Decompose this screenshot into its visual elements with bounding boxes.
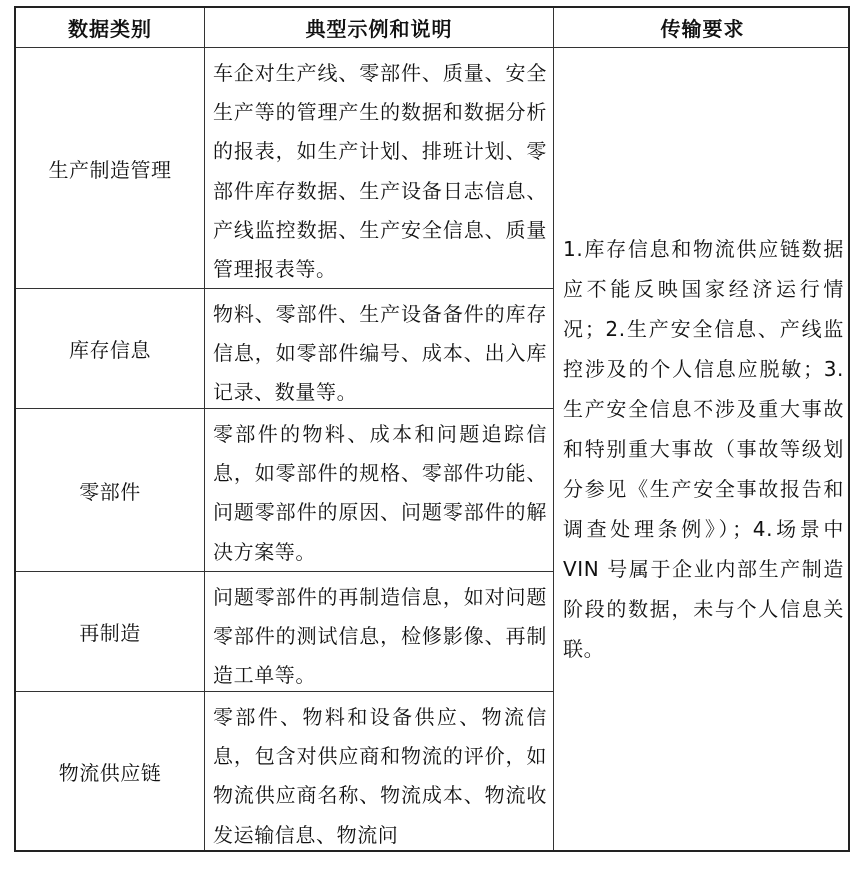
column-divider <box>553 8 554 850</box>
description-cell: 物料、零部件、生产设备备件的库存信息，如零部件编号、成本、出入库记录、数量等。 <box>213 302 547 405</box>
category-cell: 零部件 <box>79 479 141 504</box>
description-cell: 零部件、物料和设备供应、物流信息，包含对供应商和物流的评价，如物流供应商名称、物流成本、物流收发运输信息、物流问 <box>213 705 547 847</box>
requirements-text: 1.库存信息和物流供应链数据应不能反映国家经济运行情况；2.生产安全信息、产线监控涉及的个人信息应脱敏；3.生产安全信息不涉及重大事故和特别重大事故（事故等级划分参见《生产安全事故报告和调查处理条例》）；4.场景中 VIN 号属于企业内部生产制造阶段的数据，未与个人信息关联。 <box>563 237 844 661</box>
category-cell: 库存信息 <box>69 338 151 362</box>
category-cell: 再制造 <box>79 621 141 645</box>
category-cell: 生产制造管理 <box>48 157 172 182</box>
data-category-table <box>14 6 850 852</box>
requirements-cell <box>555 48 850 850</box>
category-cell: 物流供应链 <box>58 760 162 785</box>
header-requirements: 传输要求 <box>660 17 745 41</box>
header-examples: 典型示例和说明 <box>305 17 453 41</box>
description-cell: 车企对生产线、零部件、质量、安全生产等的管理产生的数据和数据分析的报表，如生产计划、排班计划、零部件库存数据、生产设备日志信息、产线监控数据、生产安全信息、质量管理报表等。 <box>213 61 547 282</box>
header-category: 数据类别 <box>68 17 152 41</box>
description-cell: 零部件的物料、成本和问题追踪信息，如零部件的规格、零部件功能、问题零部件的原因、问题零部件的解决方案等。 <box>213 422 547 564</box>
description-cell: 问题零部件的再制造信息，如对问题零部件的测试信息，检修影像、再制造工单等。 <box>213 585 547 688</box>
